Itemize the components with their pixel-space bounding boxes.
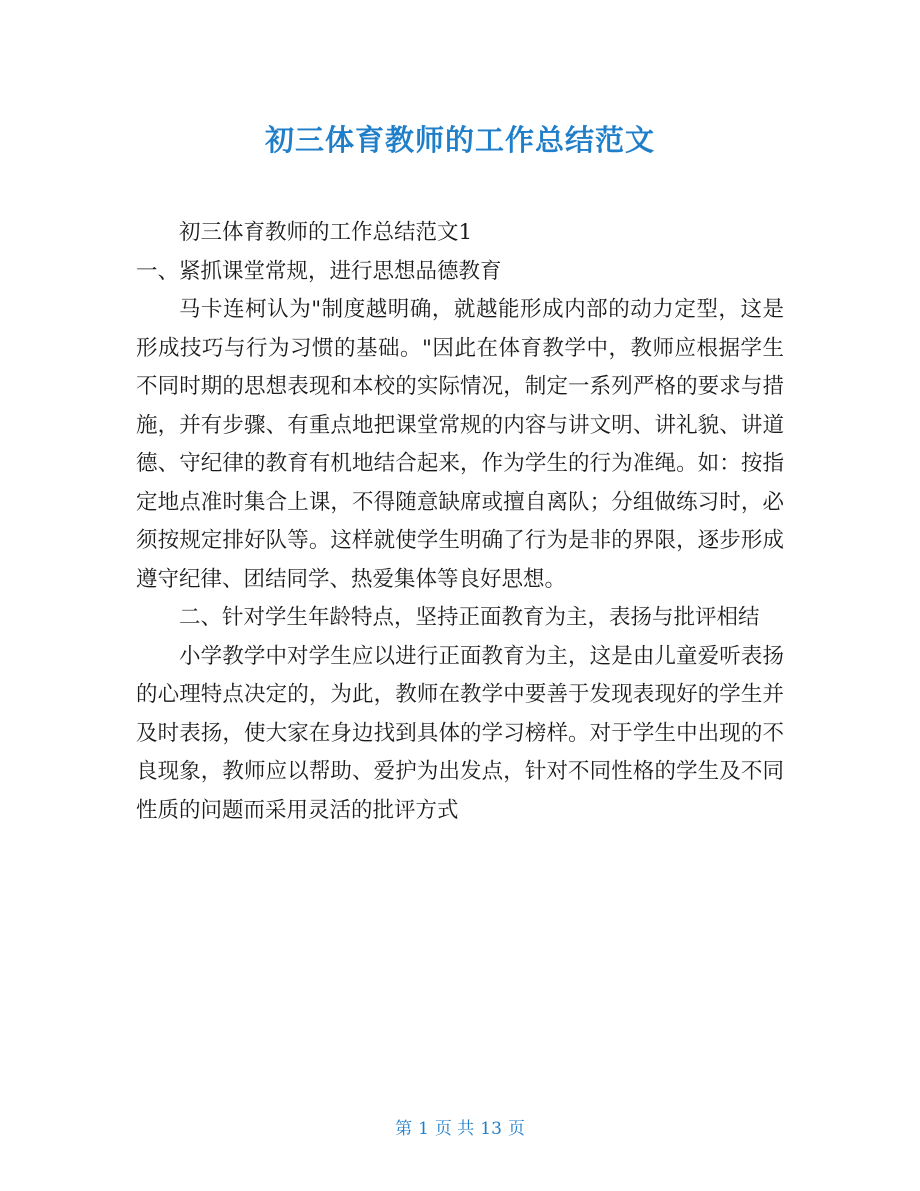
footer-prefix: 第 [395,1119,413,1139]
section-heading: 初三体育教师的工作总结范文1 [179,220,473,245]
footer-mid: 页 共 [434,1119,475,1139]
footer-suffix: 页 [507,1119,525,1139]
subheading-2: 二、针对学生年龄特点，坚持正面教育为主，表扬与批评相结 [179,605,760,630]
subheading-1: 一、紧抓课堂常规，进行思想品德教育 [136,258,502,284]
footer-current-page: 1 [418,1119,429,1139]
paragraph-1: 马卡连柯认为"制度越明确，就越能形成内部的动力定型，这是形成技巧与行为习惯的基础。"因此在体育教学中，教师应根据学生不同时期的思想表现和本校的实际情况，制定一系列严格的要求与措施，并有步骤、有重点地把课堂常规的内容与讲文明、讲礼貌、讲道德、守纪律的教育有机地结合起来，作为学生的行为准绳。如：按指定地点准时集合上课，不得随意缺席或擅自离队；分组做练习时，必须按规定排好队等。这样就使学生明确了行为是非的界限，逐步形成遵守纪律、团结同学、热爱集体等良好思想。 [136,297,784,592]
document-title: 初三体育教师的工作总结范文 [264,123,655,157]
paragraph-2: 小学教学中对学生应以进行正面教育为主，这是由儿童爱听表扬的心理特点决定的，为此，教师在教学中要善于发现表现好的学生并及时表扬，使大家在身边找到具体的学习榜样。对于学生中出现的不良现象，教师应以帮助、爱护为出发点，针对不同性格的学生及不同性质的问题而采用灵活的批评方式 [136,643,784,823]
page-footer [0,1114,920,1139]
document-body [136,214,784,830]
footer-total-pages: 13 [480,1119,502,1139]
